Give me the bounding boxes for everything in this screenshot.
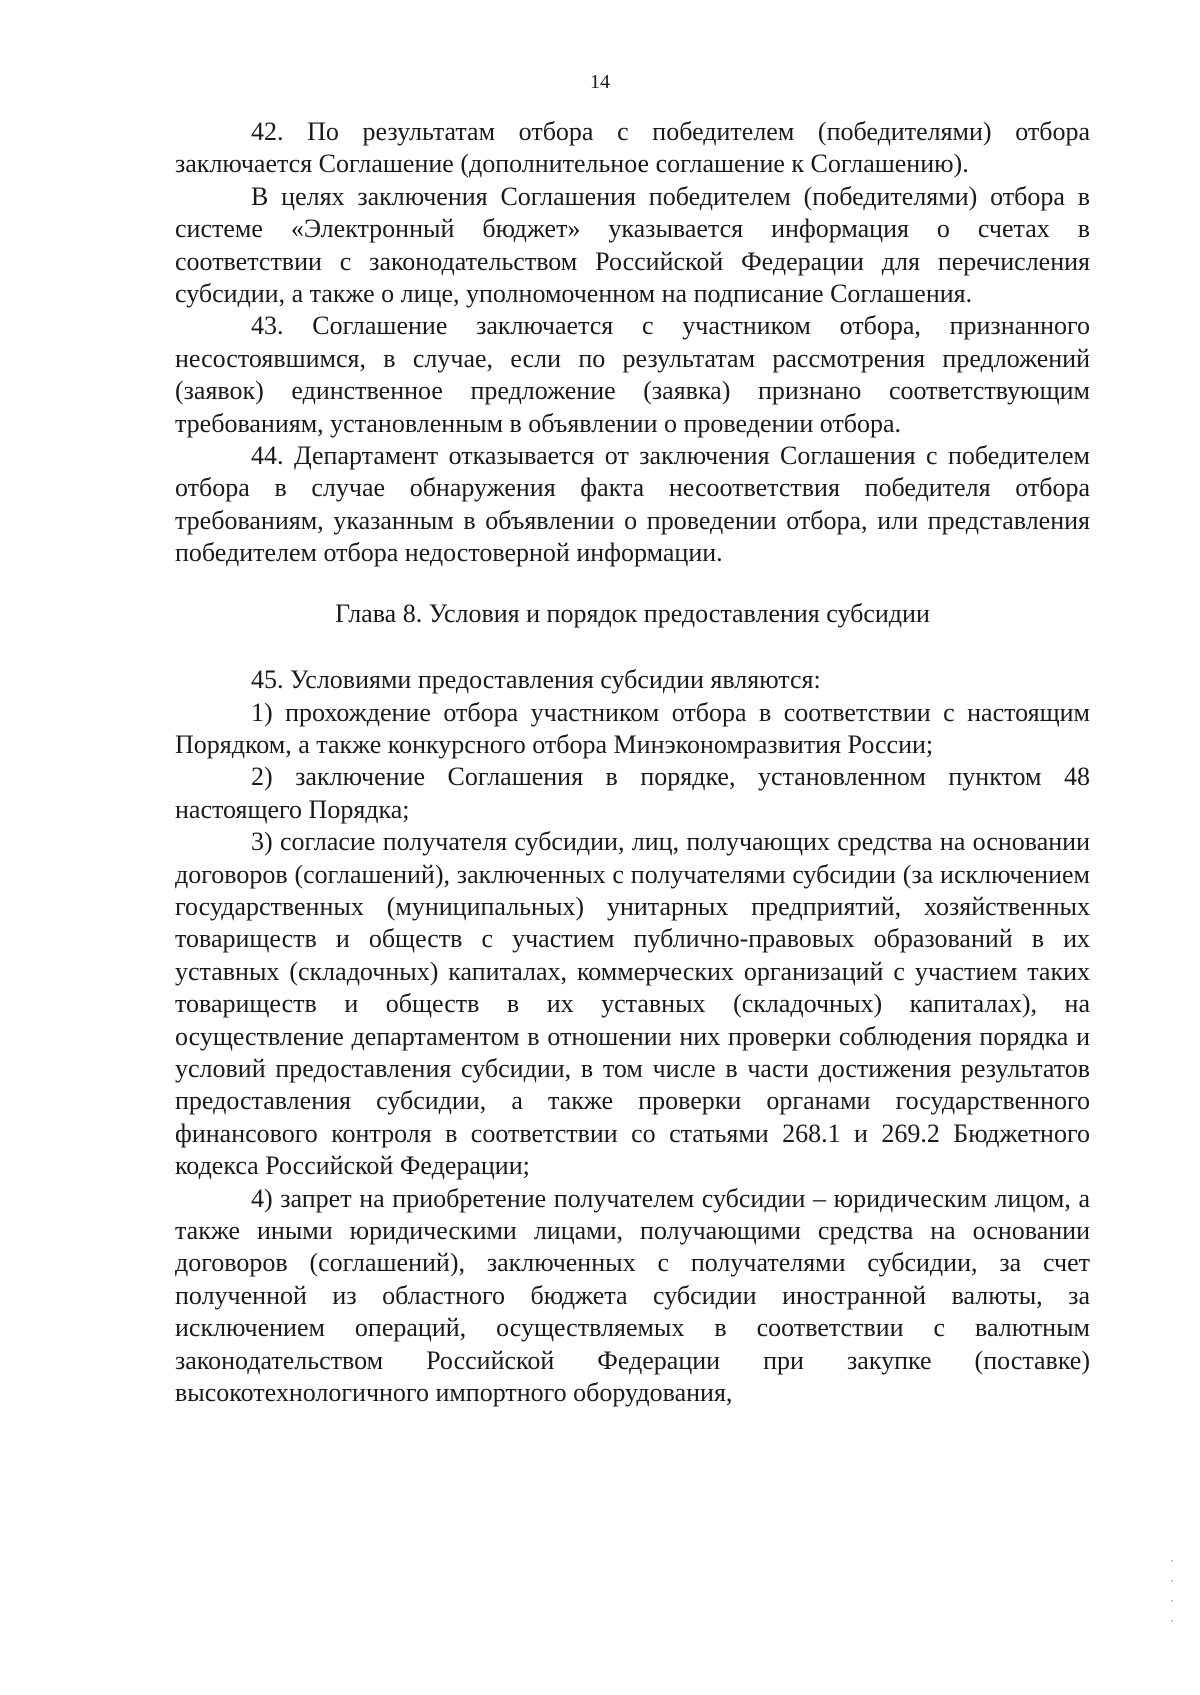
paragraph-42: 42. По результатам отбора с победителем (победителями) отбора заключается Соглашение (дополнительное соглашение к Соглашению).	[175, 117, 1090, 179]
scan-artifact	[1171, 1560, 1175, 1660]
page-number: 14	[590, 71, 610, 93]
paragraph-42-details: В целях заключения Соглашения победителем (победителями) отбора в системе «Электронный бюджет» указывается информация о счетах в соответствии с законодательством Российской Федерации для перечисления субсидии, а также о лице, уполномоченном на подписание Соглашения.	[175, 181, 1090, 309]
list-item-2: 2) заключение Соглашения в порядке, установленном пунктом 48 настоящего Порядка;	[175, 762, 1090, 824]
document-body	[175, 116, 1090, 1409]
paragraph-43: 43. Соглашение заключается с участником отбора, признанного несостоявшимся, в случае, если по результатам рассмотрения предложений (заявок) единственное предложение (заявка) признано соответствующим требованиям, установленным в объявлении о проведении отбора.	[175, 311, 1090, 438]
paragraph-45: 45. Условиями предоставления субсидии являются:	[251, 665, 821, 695]
list-item-1: 1) прохождение отбора участником отбора в соответствии с настоящим Порядком, а также конкурсного отбора Минэкономразвития России;	[175, 697, 1090, 759]
list-item-3: 3) согласие получателя субсидии, лиц, получающих средства на основании договоров (соглашений), заключенных с получателями субсидии (за исключением государственных (муниципальных) унитарных предприятий, хозяйственных товариществ и обществ с участием публично-правовых образований в их уставных (складочных) капиталах, коммерческих организаций с участием таких товариществ и обществ в их уставных (складочных) капиталах), на осуществление департаментом в отношении них проверки соблюдения порядка и условий предоставления субсидии, в том числе в части достижения результатов предоставления субсидии, а также проверки органами государственного финансового контроля в соответствии со статьями 268.1 и 269.2 Бюджетного кодекса Российской Федерации;	[175, 827, 1090, 1181]
paragraph-44: 44. Департамент отказывается от заключения Соглашения с победителем отбора в случае обнаружения факта несоответствия победителя отбора требованиям, указанным в объявлении о проведении отбора, или представления победителем отбора недостоверной информации.	[175, 441, 1090, 568]
list-item-4: 4) запрет на приобретение получателем субсидии – юридическим лицом, а также иными юридическими лицами, получающими средства на основании договоров (соглашений), заключенных с получателями субсидии, за счет полученной из областного бюджета субсидии иностранной валюты, за исключением операций, осуществляемых в соответствии с валютным законодательством Российской Федерации при закупке (поставке) высокотехнологичного импортного оборудования,	[175, 1183, 1090, 1408]
chapter-title: Глава 8. Условия и порядок предоставления субсидии	[335, 598, 930, 628]
